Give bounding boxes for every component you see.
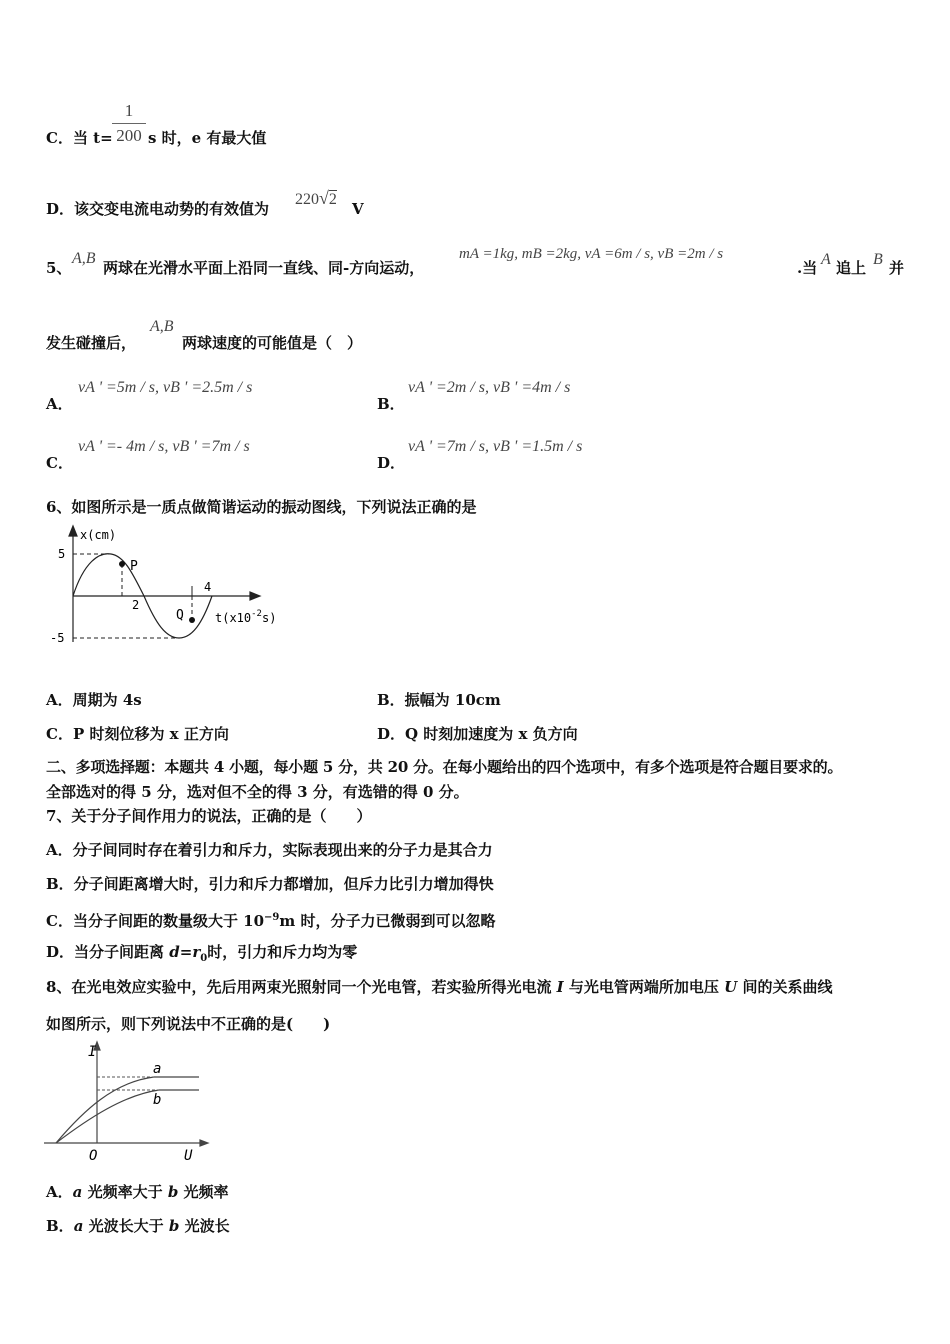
q6-option-c: C．P 时刻位移为 x 正方向	[46, 725, 229, 743]
q6-vibration-graph	[44, 524, 294, 654]
q5-ab-label	[72, 250, 96, 268]
q8-option-a-pre: A．	[46, 1183, 73, 1201]
q5-ab2-text: A,B	[150, 318, 174, 335]
q7-option-d	[46, 942, 357, 969]
q6-option-b: B．振幅为 10cm	[377, 691, 501, 709]
fraction-bar	[112, 123, 146, 124]
q5-text4: 并	[889, 259, 905, 277]
q6-x-arrow-icon	[250, 592, 260, 600]
q5-option-c-label: C．	[46, 454, 73, 472]
q4-option-c-prefix: C．当 t=	[46, 129, 113, 147]
q8-option-b-a: a	[73, 1217, 84, 1235]
q8-y-label: I	[88, 1044, 97, 1060]
q4-option-d-value	[295, 188, 337, 209]
q5-text1: 两球在光滑水平面上沿同一直线、同-方向运动，	[103, 259, 425, 277]
q5-line2-post-line	[182, 333, 362, 353]
q4-option-d-unit: V	[352, 200, 364, 218]
q8-curve-a-label: a	[153, 1061, 162, 1077]
q8-iu-graph	[44, 1040, 214, 1164]
q8-curve-a	[56, 1077, 199, 1143]
q5-b-text: B	[873, 251, 883, 268]
q4-option-c-suffix: s 时，e 有最大值	[148, 129, 267, 147]
q8-symbol-i: I	[556, 978, 564, 996]
q7-option-d-eq: =	[179, 943, 193, 961]
q6-p-label: P	[130, 559, 138, 574]
q6-y-bottom: -5	[50, 631, 65, 645]
q7-option-b: B．分子间距离增大时，引力和斥力都增加，但斥力比引力增加得快	[46, 875, 494, 893]
q5-option-c-formula: vA ' =- 4m / s, vB ' =7m / s	[78, 438, 250, 455]
q5-line2-pre: 发生碰撞后，	[46, 334, 137, 352]
q5-text2: .当	[797, 259, 818, 277]
q6-option-d: D．Q 时刻加速度为 x 负方向	[377, 725, 578, 743]
q5-line2-post: 两球速度的可能值是（ ）	[182, 334, 363, 352]
q8-line1-c: 间的关系曲线	[737, 978, 833, 996]
q5-option-b-label: B．	[377, 395, 405, 413]
q7-stem: 7、关于分子间作用力的说法，正确的是（ ）	[46, 807, 372, 825]
q8-option-b-post: 光波长	[179, 1217, 230, 1235]
q5-text4-line	[889, 258, 904, 278]
q5-a-symbol	[821, 251, 831, 269]
q5-ab-text: A,B	[72, 250, 96, 267]
q5-text1-line	[103, 258, 424, 278]
q6-stem: 6、如图所示是一质点做简谐运动的振动图线，下列说法正确的是	[46, 498, 477, 516]
q8-option-b	[46, 1216, 230, 1236]
q5-option-d-formula: vA ' =7m / s, vB ' =1.5m / s	[408, 438, 583, 455]
q7-option-c	[46, 908, 496, 931]
section2-heading-line1: 二、多项选择题：本题共 4 小题，每小题 5 分，共 20 分。在每小题给出的四个选项中，有多个选项是符合题目要求的。	[46, 758, 843, 776]
rms-value: 220	[295, 191, 319, 208]
radicand: 2	[328, 191, 337, 208]
q6-option-a: A．周期为 4s	[46, 691, 142, 709]
q8-option-a-mid: 光频率大于	[82, 1183, 168, 1201]
q8-option-b-pre: B．	[46, 1217, 74, 1235]
q5-stem-line1	[46, 258, 71, 278]
q7-option-d-var: d	[169, 943, 180, 961]
q6-y-arrow-icon	[69, 526, 77, 536]
q4-option-d-unit-line	[352, 199, 364, 219]
fraction-denominator: 200	[116, 126, 142, 145]
q8-option-a-a: a	[72, 1183, 83, 1201]
q8-line1-b: 与光电管两端所加电压	[563, 978, 725, 996]
q6-y-label: x(cm)	[80, 528, 117, 542]
q5-b-symbol	[873, 251, 883, 269]
fraction-numerator: 1	[124, 101, 134, 120]
q5-a-text: A	[821, 251, 831, 268]
q7-option-d-sub: 0	[200, 953, 208, 964]
q8-option-a-b: b	[167, 1183, 179, 1201]
q7-option-d-pre: D．当分子间距离	[46, 943, 170, 961]
q6-point-p	[119, 561, 125, 567]
q8-option-a	[46, 1182, 229, 1202]
q5-option-a-formula: vA ' =5m / s, vB ' =2.5m / s	[78, 379, 253, 396]
q4-option-d-prefix: D．该交变电流电动势的有效值为	[46, 200, 270, 218]
q5-option-d-label: D．	[377, 454, 406, 472]
q4-option-d	[46, 199, 269, 219]
q8-stem-line1	[46, 977, 832, 997]
q5-option-a-label: A．	[46, 395, 73, 413]
q8-option-a-post: 光频率	[178, 1183, 229, 1201]
q7-option-a: A．分子间同时存在着引力和斥力，实际表现出来的分子力是其合力	[46, 841, 493, 859]
q6-point-q	[189, 617, 195, 623]
section2-heading-line2: 全部选对的得 5 分，选对但不全的得 3 分，有选错的得 0 分。	[46, 783, 469, 801]
q8-curve-b-label: b	[153, 1092, 162, 1108]
q5-given-formula	[459, 246, 723, 263]
q8-x-label: U	[184, 1148, 193, 1164]
q8-line1-a: 8、在光电效应实验中，先后用两束光照射同一个光电管，若实验所得光电流	[46, 978, 557, 996]
q7-option-c-exponent: −9	[264, 912, 280, 923]
q8-x-arrow-icon	[200, 1140, 208, 1146]
sqrt-icon: √	[319, 188, 329, 208]
q7-option-c-post: m 时，分子力已微弱到可以忽略	[279, 912, 496, 930]
q5-text3: 追上	[836, 259, 867, 277]
q7-option-d-r: r	[192, 943, 201, 961]
q7-option-c-pre: C．当分子间距的数量级大于 10	[46, 912, 265, 930]
q5-text3-line	[836, 258, 866, 278]
q6-x-tick-4: 4	[204, 580, 212, 594]
q6-q-label: Q	[176, 608, 184, 623]
q5-stem-line2	[46, 333, 136, 353]
q4-fraction	[112, 101, 146, 146]
q6-x-tick-2: 2	[132, 598, 140, 612]
q8-symbol-u: U	[724, 978, 738, 996]
q8-origin-label: O	[89, 1148, 98, 1164]
q8-stem-line2: 如图所示，则下列说法中不正确的是( )	[46, 1015, 331, 1033]
q8-option-b-mid: 光波长大于	[83, 1217, 169, 1235]
q4-option-c	[46, 128, 113, 148]
q4-option-c-suffix-line	[148, 128, 266, 148]
q7-option-d-post: 时，引力和斥力均为零	[207, 943, 358, 961]
q6-y-top: 5	[58, 547, 66, 561]
q5-ab-label-2	[150, 318, 174, 336]
q5-number: 5、	[46, 259, 72, 277]
q5-text2-line	[797, 258, 817, 278]
q6-x-label: $t(x10^{-2}s)$	[215, 609, 277, 625]
q8-option-b-b: b	[168, 1217, 180, 1235]
q5-given-text: mA =1kg, mB =2kg, vA =6m / s, vB =2m / s	[459, 246, 724, 262]
q5-option-b-formula: vA ' =2m / s, vB ' =4m / s	[408, 379, 571, 396]
q8-curve-b	[56, 1090, 199, 1143]
